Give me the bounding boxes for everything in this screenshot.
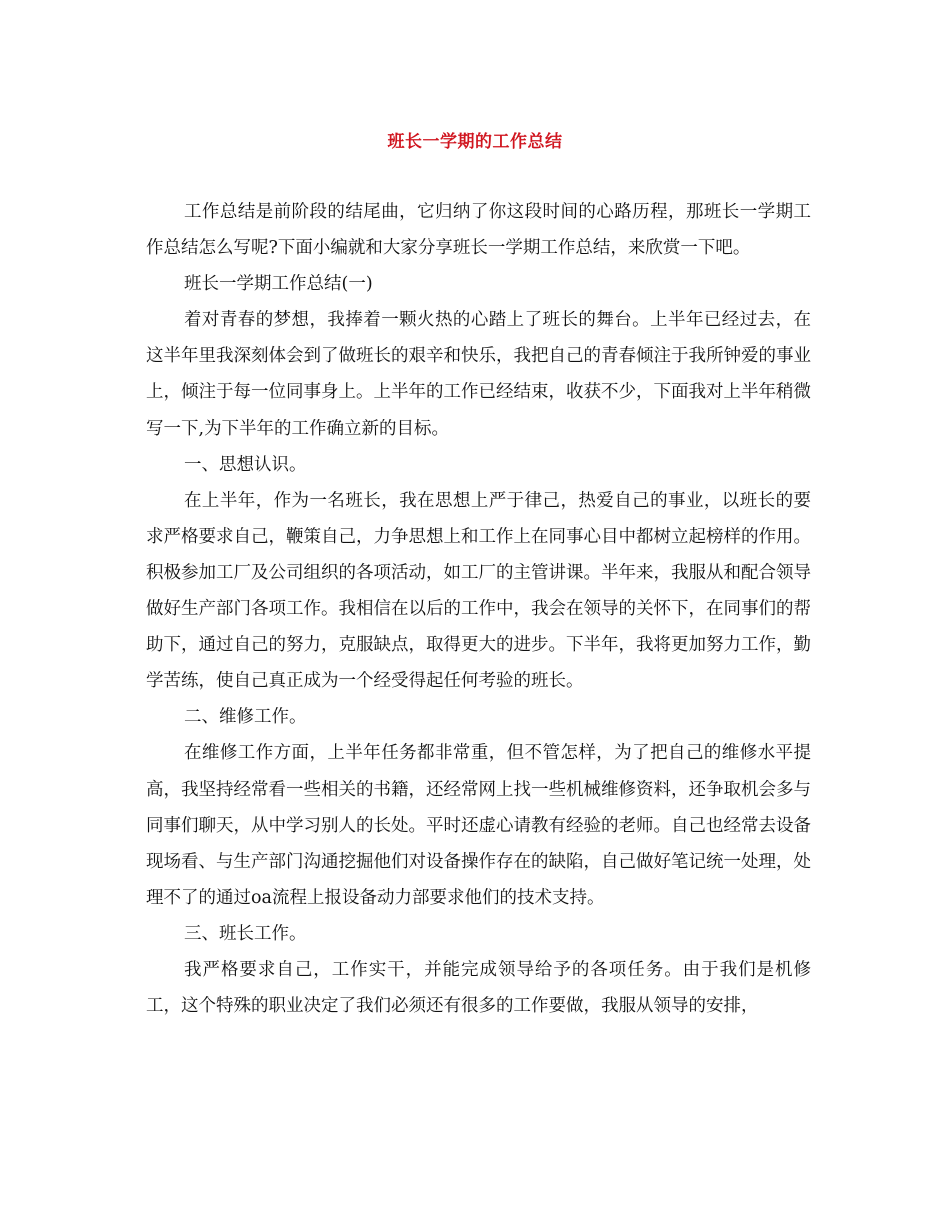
body-paragraph: 在上半年，作为一名班长，我在思想上严于律己，热爱自己的事业，以班长的要求严格要求自己，鞭策自己，力争思想上和工作上在同事心目中都树立起榜样的作用。积极参加工厂及公司组织的各项活动，如工厂的主管讲课。半年来，我服从和配合领导做好生产部门各项工作。我相信在以后的工作中，我会在领导的关怀下，在同事们的帮助下，通过自己的努力，克服缺点，取得更大的进步。下半年，我将更加努力工作，勤学苦练，使自己真正成为一个经受得起任何考验的班长。	[146, 490, 811, 692]
section-heading: 三、班长工作。	[184, 923, 307, 944]
section-heading: 二、维修工作。	[184, 707, 307, 728]
body-paragraph: 在维修工作方面，上半年任务都非常重，但不管怎样，为了把自己的维修水平提高，我坚持经常看一些相关的书籍，还经常网上找一些机械维修资料，还争取机会多与同事们聊天，从中学习别人的长处。平时还虚心请教有经验的老师。自己也经常去设备现场看、与生产部门沟通挖掘他们对设备操作存在的缺陷，自己做好笔记统一处理，处理不了的通过oa流程上报设备动力部要求他们的技术支持。	[146, 743, 811, 908]
intro-paragraph: 工作总结是前阶段的结尾曲，它归纳了你这段时间的心路历程，那班长一学期工作总结怎么写呢?下面小编就和大家分享班长一学期工作总结，来欣赏一下吧。	[146, 202, 811, 259]
body-paragraph: 我严格要求自己，工作实干，并能完成领导给予的各项任务。由于我们是机修工，这个特殊的职业决定了我们必须还有很多的工作要做，我服从领导的安排，	[146, 959, 811, 1017]
section-heading: 一、思想认识。	[184, 454, 307, 475]
document-title: 班长一学期的工作总结	[387, 132, 563, 152]
document-body	[146, 194, 811, 1024]
body-paragraph: 着对青春的梦想，我捧着一颗火热的心踏上了班长的舞台。上半年已经过去，在这半年里我深刻体会到了做班长的艰辛和快乐，我把自己的青春倾注于我所钟爱的事业上，倾注于每一位同事身上。上半年的工作已经结束，收获不少，下面我对上半年稍微写一下,为下半年的工作确立新的目标。	[146, 310, 811, 439]
section-heading: 班长一学期工作总结(一)	[184, 274, 373, 295]
